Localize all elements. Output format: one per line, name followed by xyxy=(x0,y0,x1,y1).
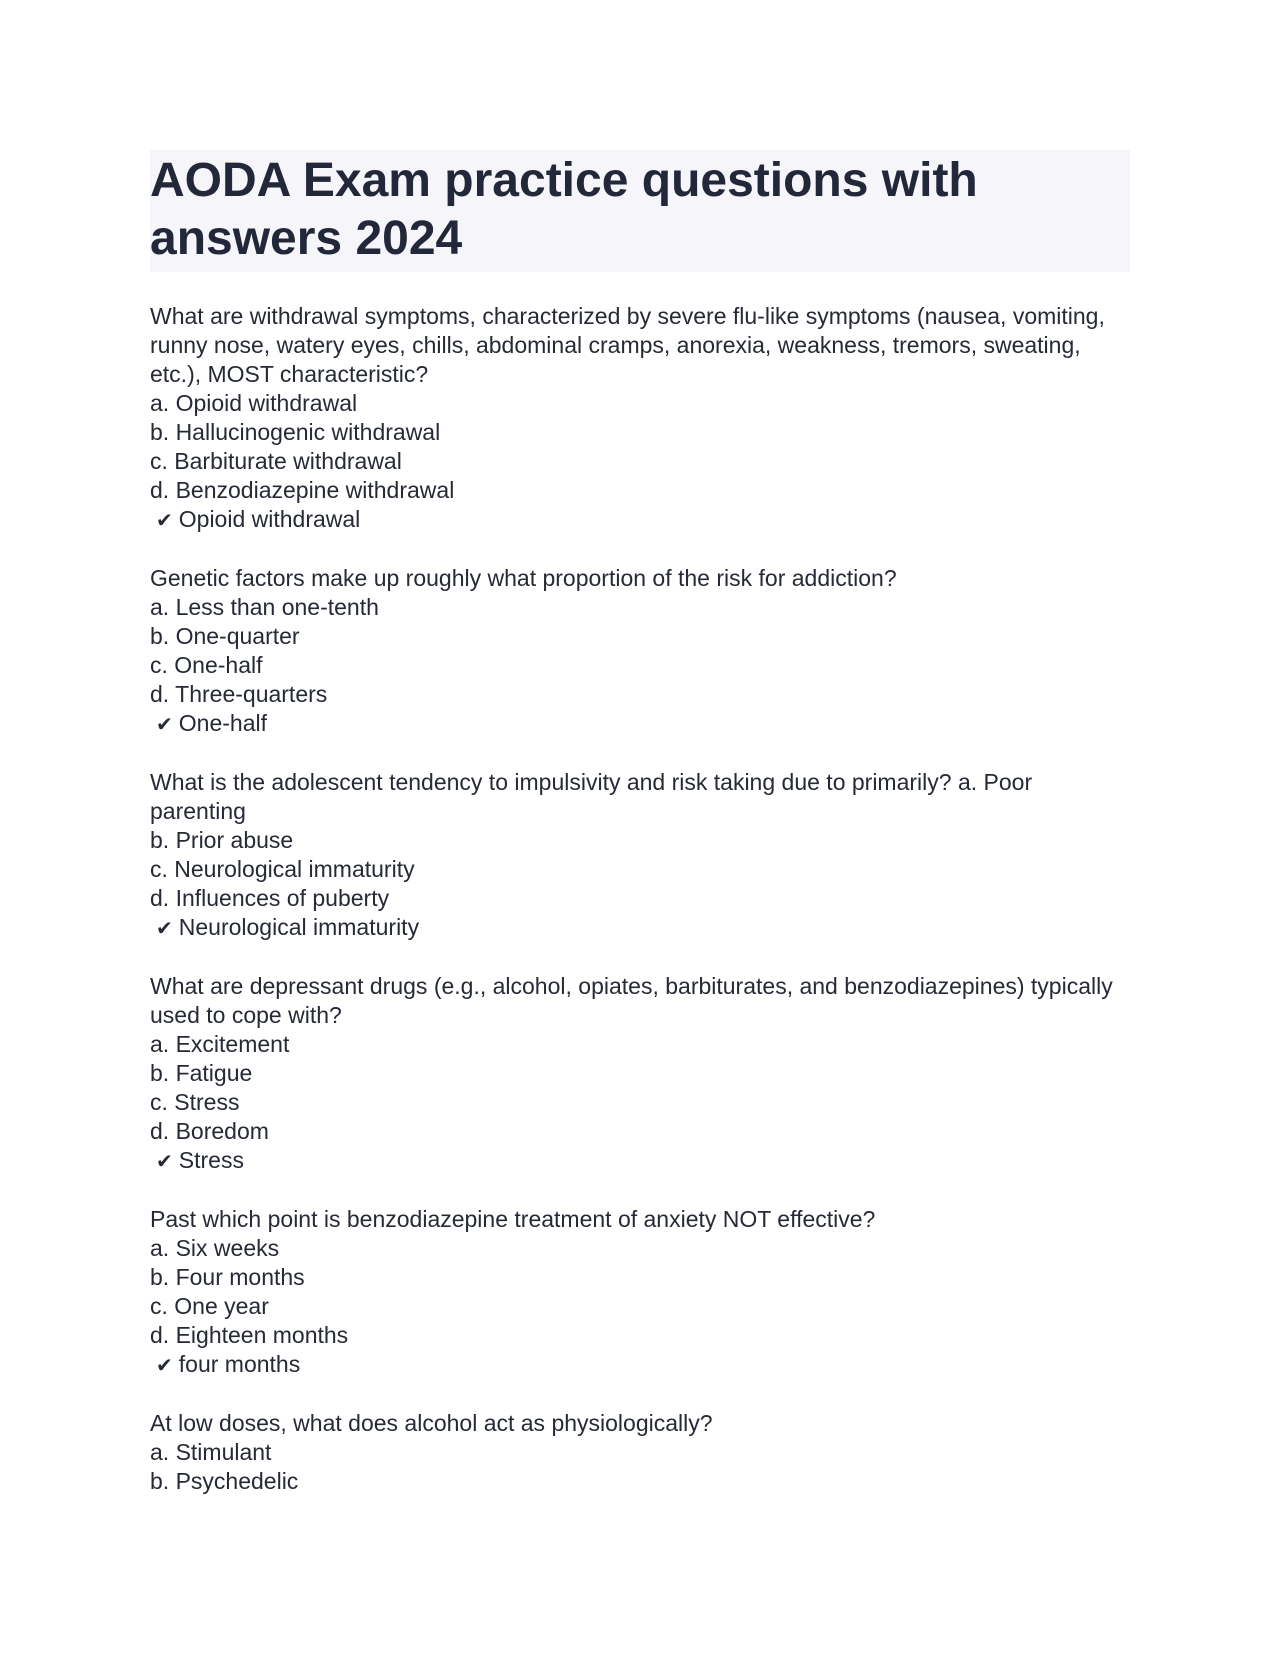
option: d. Three-quarters xyxy=(150,681,328,707)
option: a. Six weeks xyxy=(150,1235,280,1261)
page-title: AODA Exam practice questions with answers 2024 xyxy=(150,154,978,265)
option: b. Psychedelic xyxy=(150,1468,299,1494)
option: a. Stimulant xyxy=(150,1439,272,1465)
answer-line xyxy=(150,505,1130,535)
answer-line xyxy=(150,709,1130,739)
title-block xyxy=(150,150,1130,272)
question-text: What are depressant drugs (e.g., alcohol, opiates, barbiturates, and benzodiazepines) typically used to cope with? xyxy=(150,973,1113,1028)
option: b. Four months xyxy=(150,1264,305,1290)
option: d. Boredom xyxy=(150,1118,269,1144)
answer-text: four months xyxy=(178,1351,301,1377)
answer-line xyxy=(150,1350,1130,1380)
checkmark-icon: ✔ xyxy=(156,916,173,940)
answer-text: Stress xyxy=(178,1147,244,1173)
question-block xyxy=(150,564,1130,739)
question-block xyxy=(150,768,1130,943)
question-block xyxy=(150,972,1130,1176)
answer-text: One-half xyxy=(178,710,267,736)
option: a. Less than one-tenth xyxy=(150,594,379,620)
question-block xyxy=(150,1409,1130,1496)
option: c. One year xyxy=(150,1293,269,1319)
question-text: At low doses, what does alcohol act as physiologically? xyxy=(150,1410,713,1436)
option: b. Prior abuse xyxy=(150,827,294,853)
question-block xyxy=(150,302,1130,535)
option: b. Fatigue xyxy=(150,1060,253,1086)
question-text: Genetic factors make up roughly what proportion of the risk for addiction? xyxy=(150,565,897,591)
option: c. Barbiturate withdrawal xyxy=(150,448,402,474)
option: d. Influences of puberty xyxy=(150,885,390,911)
checkmark-icon: ✔ xyxy=(156,508,173,532)
option: c. Neurological immaturity xyxy=(150,856,415,882)
option: b. One-quarter xyxy=(150,623,300,649)
question-block xyxy=(150,1205,1130,1380)
answer-text: Neurological immaturity xyxy=(178,914,420,940)
question-text: Past which point is benzodiazepine treatment of anxiety NOT effective? xyxy=(150,1206,876,1232)
option: a. Opioid withdrawal xyxy=(150,390,358,416)
option: a. Excitement xyxy=(150,1031,290,1057)
answer-text: Opioid withdrawal xyxy=(178,506,361,532)
option: c. Stress xyxy=(150,1089,240,1115)
checkmark-icon: ✔ xyxy=(156,712,173,736)
question-text: What is the adolescent tendency to impulsivity and risk taking due to primarily? a. Poor parenting xyxy=(150,769,1033,824)
option: d. Benzodiazepine withdrawal xyxy=(150,477,455,503)
option: b. Hallucinogenic withdrawal xyxy=(150,419,441,445)
question-text: What are withdrawal symptoms, characterized by severe flu-like symptoms (nausea, vomiting, runny nose, watery eyes, chills, abdominal cramps, anorexia, weakness, tremors, sweating, etc.), MOST characteristic? xyxy=(150,303,1105,387)
checkmark-icon: ✔ xyxy=(156,1353,173,1377)
option: d. Eighteen months xyxy=(150,1322,349,1348)
document-page xyxy=(150,150,1130,1525)
checkmark-icon: ✔ xyxy=(156,1149,173,1173)
option: c. One-half xyxy=(150,652,263,678)
answer-line xyxy=(150,913,1130,943)
answer-line xyxy=(150,1146,1130,1176)
